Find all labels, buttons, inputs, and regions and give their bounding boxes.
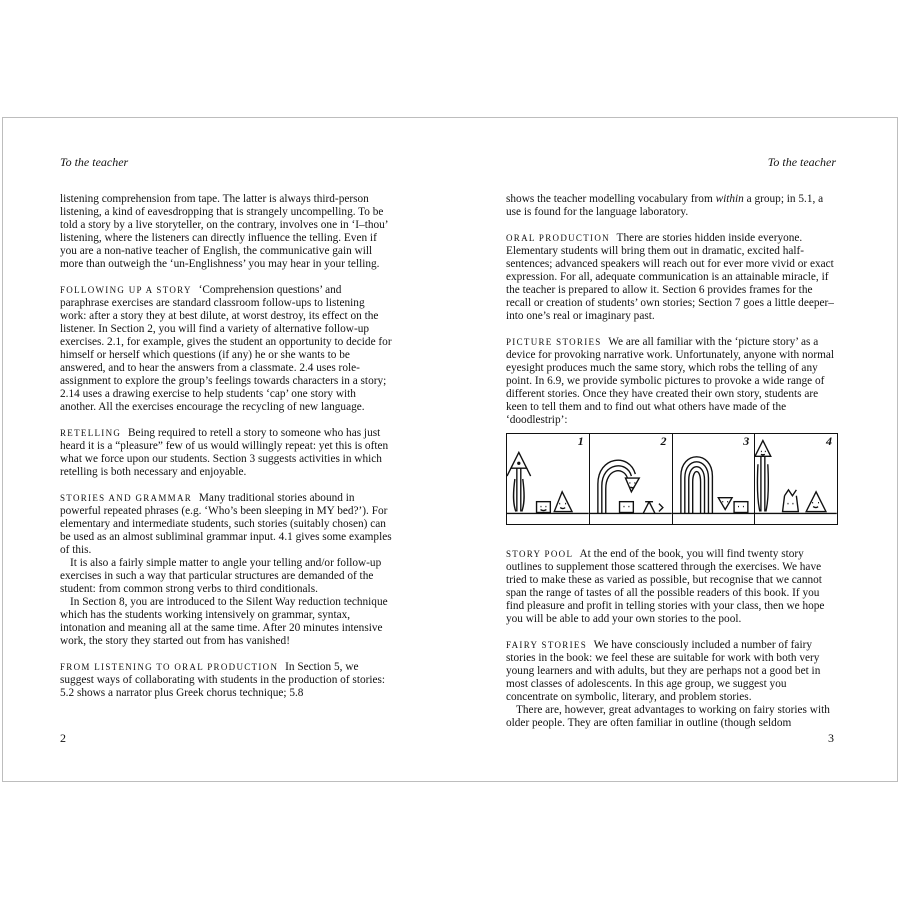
running-head-left: To the teacher — [60, 155, 129, 169]
section-heading: FAIRY STORIES — [506, 640, 587, 650]
paragraph-continuation: There are, however, great advantages to working on fairy stories with older people. They are often familiar in outline (though seldom — [506, 704, 830, 729]
section-heading: FOLLOWING UP A STORY — [60, 285, 192, 295]
doodle-panel-1 — [507, 434, 590, 524]
page-number-left: 2 — [60, 731, 66, 745]
doodle-panel-4 — [755, 434, 837, 524]
doodle-arching-figure — [590, 434, 672, 524]
section-heading: STORY POOL — [506, 549, 574, 559]
paragraph-intro: shows the teacher modelling vocabulary from within a group; in 5.1, a use is found for the language laboratory. — [506, 193, 824, 218]
doodle-standing-figures — [755, 434, 837, 524]
paragraph-continuation: It is also a fairly simple matter to angle your telling and/or follow-up exercises in such a way that particular structures are demanded of the student: from common strong verbs to third conditionals. — [60, 557, 382, 595]
section-heading: ORAL PRODUCTION — [506, 233, 610, 243]
section-heading: PICTURE STORIES — [506, 337, 602, 347]
left-page-column — [60, 193, 392, 713]
running-head-right: To the teacher — [767, 155, 836, 169]
right-page-column — [506, 193, 838, 743]
section-heading: STORIES AND GRAMMAR — [60, 493, 193, 503]
section-heading: RETELLING — [60, 428, 122, 438]
page-number-right: 3 — [828, 731, 834, 745]
paragraph-story-pool: STORY POOL At the end of the book, you will find twenty story outlines to supplement those scattered through the exercises. We have tried to make these as varied as possible, but recognise that we cannot span the range of tastes of all the possible readers of this book. If you find pleasure and profit in telling stories with your class, then we hope you will be able to add your own stories to the pool. — [506, 548, 825, 625]
paragraph: listening comprehension from tape. The latter is always third-person listening, a kind of eavesdropping that is strangely uncompelling. To be told a story by a live storyteller, on the contrary, involves one in ‘I–thou’ listening, where the listeners can directly influence the telling. Even if you are a non-native teacher of English, the communicative gain will more than outweigh the ‘un-Englishness’ you may hear in your telling. — [60, 193, 388, 270]
paragraph-continuation: In Section 8, you are introduced to the Silent Way reduction technique which has the students working intensively on grammar, syntax, intonation and meaning all at the same time. After 20 minutes intensive work, the story they started out from has vanished! — [60, 596, 388, 647]
paragraph-oral-production: ORAL PRODUCTION There are stories hidden inside everyone. Elementary students will bring them out in dramatic, excited half-sentences; advanced speakers will reach out for ever more vivid or exact expression. For all, adequate communication is an attainable miracle, if the teacher is prepared to allow it. Section 6 provides frames for the recall or creation of students’ own stories; Section 7 goes a little deeper–into one’s real or imaginary past. — [506, 232, 834, 322]
paragraph-fairy-stories: FAIRY STORIES We have consciously included a number of fairy stories in the book: we feel these are suitable for work with both very young learners and with adults, but they are perhaps not a good bet in most classes of adolescents. In this age group, we suggest you concentrate on symbolic, literary, and problem stories. — [506, 639, 821, 703]
section-heading: FROM LISTENING TO ORAL PRODUCTION — [60, 662, 279, 672]
panel-number: 1 — [577, 434, 584, 448]
panel-number: 2 — [660, 434, 667, 448]
doodle-arch-figure — [673, 434, 755, 524]
paragraph-retelling: RETELLING Being required to retell a story to someone who has just heard it is a “pleasure” few of us would willingly repeat: yet this is often what we force upon our students. Section 3 suggests activities in which retelling is both necessary and enjoyable. — [60, 427, 389, 478]
doodle-panel-2 — [590, 434, 673, 524]
paragraph-listening-oral: FROM LISTENING TO ORAL PRODUCTION In Section 5, we suggest ways of collaborating with students in the production of stories: 5.2 shows a narrator plus Greek chorus technique; 5.8 — [60, 661, 386, 699]
panel-number: 4 — [826, 434, 832, 448]
doodle-panel-3 — [673, 434, 756, 524]
doodlestrip — [506, 433, 838, 525]
paragraph-stories-grammar: STORIES AND GRAMMAR Many traditional stories abound in powerful repeated phrases (e.g. ‘Who’s been sleeping in MY bed?’). For elementary and intermediate students, such stories (suitably chosen) can be used as an almost subliminal grammar input. 4.1 gives some examples of this. — [60, 492, 392, 556]
panel-number: 3 — [743, 434, 750, 448]
doodle-tall-triangle-figure — [507, 434, 589, 524]
paragraph-picture-stories: PICTURE STORIES We are all familiar with the ‘picture story’ as a device for provoking narrative work. Unfortunately, anyone with normal eyesight produces much the same story, which robs the telling of any point. In 6.9, we provide symbolic pictures to provoke a wide range of different stories. Once they have created their own story, students are keen to tell them and to find out what others have made of the ‘doodlestrip’: — [506, 336, 835, 426]
paragraph-following-up: FOLLOWING UP A STORY ‘Comprehension questions’ and paraphrase exercises are standard classroom follow-ups to listening work: after a story they at best dilute, at worst destroy, its effect on the listener. In Section 2, you will find a variety of alternative follow-up exercises. 2.1, for example, gives the student an opportunity to decide for himself or herself which questions (if any) he or she wants to be answered, and to hear the answers from a classmate. 2.4 uses role-assignment to explore the group’s feelings towards characters in a story; 2.14 uses a drawing exercise to help students ‘cap’ one story with another. All the exercises encourage the recycling of new language. — [60, 284, 392, 413]
